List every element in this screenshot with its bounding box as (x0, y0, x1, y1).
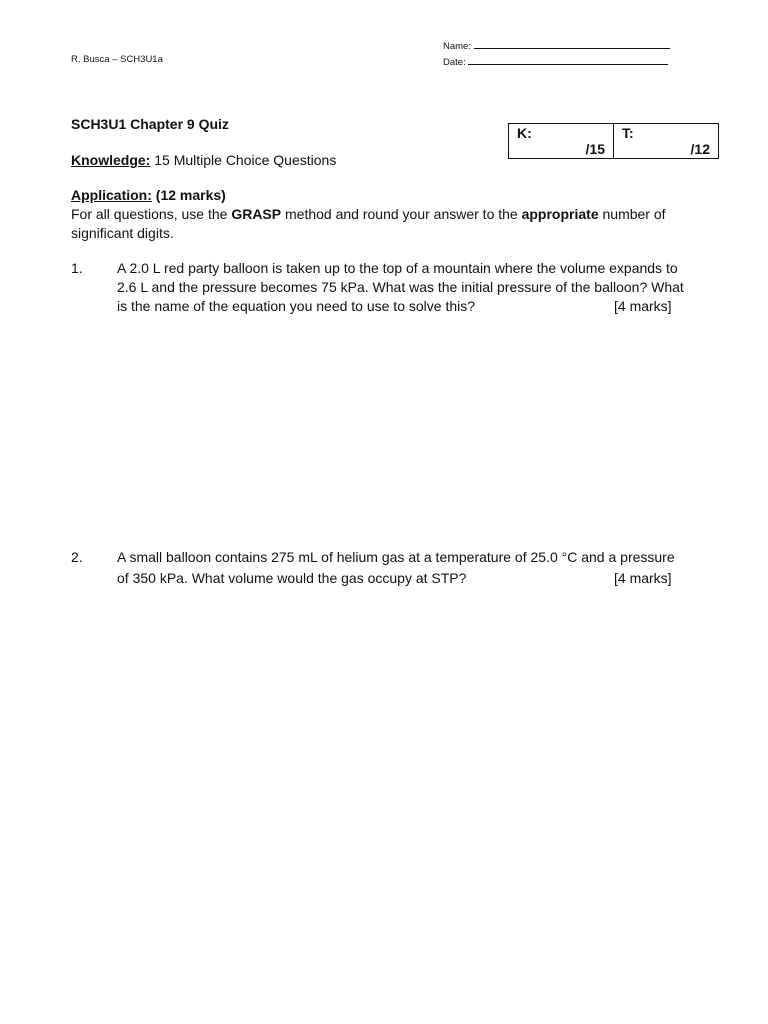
question-1-line-3: is the name of the equation you need to use to solve this? (117, 298, 476, 314)
application-marks: (12 marks) (151, 187, 226, 203)
question-1 (71, 259, 731, 316)
question-2-number: 2. (71, 549, 83, 565)
intro-part-3: number of significant digits. (71, 206, 666, 241)
question-2-answer-space[interactable] (117, 600, 717, 980)
k-label: K: (517, 125, 532, 141)
question-2-line-1: A small balloon contains 275 mL of helium gas at a temperature of 25.0 °C and a pressure (117, 549, 675, 565)
k-score-cell[interactable] (509, 124, 614, 159)
t-total: /12 (690, 141, 710, 157)
t-label: T: (622, 125, 634, 141)
question-1-line-2: 2.6 L and the pressure becomes 75 kPa. What was the initial pressure of the balloon? What (117, 279, 684, 295)
application-instructions (71, 205, 721, 243)
question-1-marks: [4 marks] (614, 298, 672, 314)
name-field[interactable] (443, 38, 670, 52)
question-1-number: 1. (71, 260, 83, 276)
knowledge-label: Knowledge: (71, 152, 151, 168)
question-1-line-1: A 2.0 L red party balloon is taken up to the top of a mountain where the volume expands to (117, 260, 678, 276)
date-field[interactable] (443, 54, 668, 68)
knowledge-line (71, 151, 336, 170)
t-score-cell[interactable] (614, 124, 719, 159)
application-heading (71, 186, 226, 205)
appropriate-term: appropriate (521, 206, 599, 222)
intro-part-1: For all questions, use the (71, 206, 232, 222)
date-label: Date: (443, 57, 466, 68)
question-1-answer-space[interactable] (117, 330, 717, 530)
question-2-marks: [4 marks] (614, 570, 672, 586)
name-label: Name: (443, 41, 471, 52)
application-label: Application: (71, 187, 152, 203)
teacher-course: R. Busca – SCH3U1a (71, 54, 163, 65)
score-box (508, 123, 719, 159)
intro-part-2: method and round your answer to the (281, 206, 522, 222)
date-blank[interactable] (468, 54, 668, 65)
question-2-line-2: of 350 kPa. What volume would the gas occupy at STP? (117, 570, 467, 586)
knowledge-text: 15 Multiple Choice Questions (150, 152, 337, 168)
quiz-title: SCH3U1 Chapter 9 Quiz (71, 116, 229, 132)
k-total: /15 (585, 141, 605, 157)
name-blank[interactable] (474, 38, 670, 49)
question-2 (71, 547, 731, 589)
grasp-term: GRASP (231, 206, 282, 222)
